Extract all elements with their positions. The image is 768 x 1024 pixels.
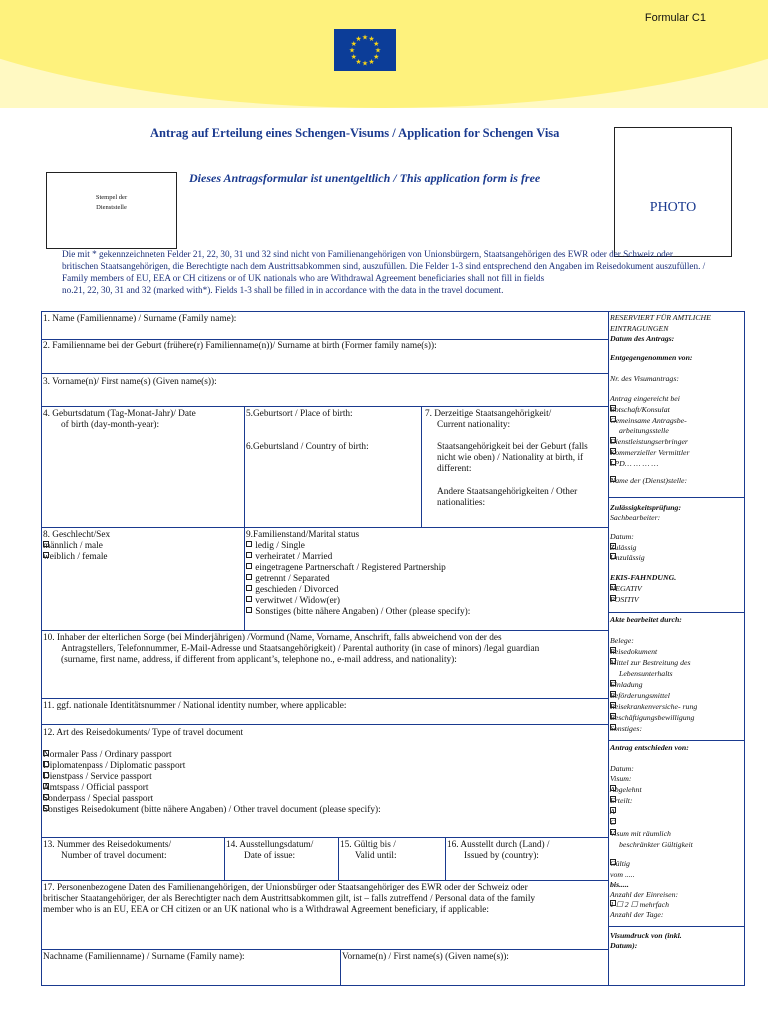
intro-line: no.21, 22, 30, 31 and 32 (marked with*). Fields 1-3 shall be filled in in accordance with the data in the travel document. xyxy=(62,285,504,295)
checkbox-icon xyxy=(610,900,616,906)
document-option[interactable]: Beschäftigungsbewilligung xyxy=(610,713,695,722)
checkbox-icon xyxy=(246,607,252,613)
submitted-option[interactable]: Gemeinsame Antragsbe- xyxy=(610,416,687,425)
submitted-at: Antrag eingereicht bei xyxy=(610,394,680,403)
photo-label: PHOTO xyxy=(649,200,697,215)
travel-doc-option[interactable]: Diplomatenpass / Diplomatic passport xyxy=(43,761,186,771)
document-option[interactable]: Sonstiges: xyxy=(610,724,643,733)
marital-option[interactable]: ledig / Single xyxy=(246,541,305,552)
travel-doc-option[interactable]: Sonstiges Reisedokument (bitte nähere Angaben) / Other travel document (please specify): xyxy=(43,805,381,815)
field-7-line: 7. Derzeitige Staatsangehörigkeit/ xyxy=(425,409,552,419)
admissibility-option[interactable]: Zulässig xyxy=(610,543,637,552)
clerk: Sachbearbeiter: xyxy=(610,513,661,522)
checkbox-icon xyxy=(610,818,616,824)
entries-options[interactable]: 1 ☐ 2 ☐ mehrfach xyxy=(610,900,670,909)
visa-printout: Visumdruck von (inkl. xyxy=(610,931,682,940)
ekis-option[interactable]: POSITIV xyxy=(610,595,639,604)
checkbox-icon xyxy=(610,553,616,559)
star-icon: ★ xyxy=(373,53,380,61)
visa-option[interactable]: Abgelehnt xyxy=(610,785,642,794)
visa-option[interactable]: C xyxy=(610,818,616,827)
admissibility-check: Zulässigkeitsprüfung: xyxy=(610,503,682,512)
field-7-line: Andere Staatsangehörigkeiten / Other xyxy=(437,487,578,497)
decided-by: Antrag entschieden von: xyxy=(610,743,689,752)
visa-printout: Datum): xyxy=(610,941,638,950)
checkbox-icon xyxy=(246,563,252,569)
travel-doc-option[interactable]: Dienstpass / Service passport xyxy=(43,772,152,782)
stamp-label-2: Dienststelle xyxy=(96,204,127,211)
checkbox-icon xyxy=(246,596,252,602)
checkbox-icon xyxy=(610,647,616,653)
checkbox-icon xyxy=(610,584,616,590)
star-icon: ★ xyxy=(350,53,357,61)
document-option[interactable]: Mittel zur Bestreitung des xyxy=(610,658,691,667)
checkbox-icon xyxy=(610,702,616,708)
checkbox-icon xyxy=(43,794,49,800)
field-17-line: member who is an EU, EEA or CH citizen or an UK national who is a Withdrawal Agreement beneficiary, if applicable: xyxy=(43,905,489,915)
checkbox-icon xyxy=(610,680,616,686)
valid-from: vom ..... xyxy=(610,870,635,879)
star-icon: ★ xyxy=(361,33,369,42)
field-14-label-en: Date of issue: xyxy=(244,851,296,861)
eu-flag-icon xyxy=(334,29,396,71)
checkbox-icon xyxy=(246,552,252,558)
star-icon: ★ xyxy=(368,35,375,44)
star-icon: ★ xyxy=(350,40,357,48)
checkbox-icon xyxy=(610,658,616,664)
field-6-country-of-birth[interactable]: 6.Geburtsland / Country of birth: xyxy=(246,442,369,452)
checkbox-icon xyxy=(43,761,49,767)
field-7-line: different: xyxy=(437,464,472,474)
received-by: Entgegengenommen von: xyxy=(610,353,693,362)
star-icon: ★ xyxy=(348,46,356,55)
form-code: Formular C1 xyxy=(644,12,706,24)
checkbox-icon xyxy=(610,543,616,549)
ekis-search: EKIS-FAHNDUNG. xyxy=(610,573,677,582)
field-11-national-id[interactable]: 11. ggf. nationale Identitätsnummer / National identity number, where applicable: xyxy=(43,701,347,711)
checkbox-icon xyxy=(43,750,49,756)
field-2-surname-at-birth[interactable]: 2. Familienname bei der Geburt (frühere(r) Familienname(n))/ Surname at birth (Former family name(s)): xyxy=(43,341,437,351)
field-17-first-name[interactable]: Vorname(n) / First name(s) (Given name(s)): xyxy=(342,952,509,962)
date-label-2: Datum: xyxy=(610,764,634,773)
submitted-option[interactable]: Botschaft/Konsulat xyxy=(610,405,670,414)
field-10-line: (surname, first name, address, if different from applicant’s, telephone no., e-mail address, and nationality): xyxy=(61,655,457,665)
travel-doc-option[interactable]: Normaler Pass / Ordinary passport xyxy=(43,750,172,760)
field-8-label: 8. Geschlecht/Sex xyxy=(43,530,111,540)
field-13-label: 13. Nummer des Reisedokuments/ xyxy=(43,840,172,850)
star-icon: ★ xyxy=(361,59,369,68)
checkbox-icon xyxy=(43,805,49,811)
field-17-line: 17. Personenbezogene Daten des Familienangehörigen, der Unionsbürger oder Staatsangehöriger des EWR oder der Schweiz oder xyxy=(43,883,528,893)
number-of-entries: Anzahl der Einreisen: xyxy=(610,890,679,899)
document-option[interactable]: Reisekrankenversiche- rung xyxy=(610,702,698,711)
field-7-line: nationalities: xyxy=(437,498,486,508)
marital-option[interactable]: getrennt / Separated xyxy=(246,574,330,585)
field-7-line: nicht wie oben) / Nationality at birth, if xyxy=(437,453,584,463)
field-4-label-en: of birth (day-month-year): xyxy=(61,420,160,430)
visa-option[interactable]: Gültig xyxy=(610,859,630,868)
date-of-application: Datum des Antrags: xyxy=(610,334,675,343)
documents-label: Belege: xyxy=(610,636,634,645)
visa-option[interactable]: Erteilt: xyxy=(610,796,633,805)
valid-to: bis..... xyxy=(610,880,629,889)
checkbox-icon xyxy=(246,585,252,591)
number-of-days: Anzahl der Tage: xyxy=(610,910,664,919)
document-option[interactable]: Beförderungsmittel xyxy=(610,691,670,700)
document-option-cont: Lebensunterhalts xyxy=(619,669,673,678)
checkbox-icon xyxy=(43,552,49,558)
ekis-option[interactable]: NEGATIV xyxy=(610,584,642,593)
admissibility-option[interactable]: Unzulässig xyxy=(610,553,645,562)
sex-option-male[interactable]: männlich / male xyxy=(43,541,103,551)
field-15-label: 15. Gültig bis / xyxy=(340,840,396,850)
field-16-label: 16. Ausstellt durch (Land) / xyxy=(447,840,550,850)
sex-option-female[interactable]: weiblich / female xyxy=(43,552,108,562)
checkbox-icon xyxy=(43,783,49,789)
checkbox-icon xyxy=(43,541,49,547)
photo-box[interactable] xyxy=(614,127,732,257)
field-10-line: 10. Inhaber der elterlichen Sorge (bei Minderjährigen) /Vormund (Name, Vorname, Anschrift, falls abweichend von der des xyxy=(43,633,502,643)
checkbox-icon xyxy=(610,829,616,835)
checkbox-icon xyxy=(610,405,616,411)
field-17-surname[interactable]: Nachname (Familienname) / Surname (Family name): xyxy=(43,952,245,962)
checkbox-icon xyxy=(610,595,616,601)
submitted-option[interactable]: Kommerzieller Vermittler xyxy=(610,448,690,457)
field-10-line: Antragstellers, Telefonnummer, E-Mail-Adresse und Staatsangehörigkeit) / Parental authority (in case of minors) /legal guardian xyxy=(61,644,540,654)
travel-doc-option[interactable]: Amtspass / Official passport xyxy=(43,783,149,793)
checkbox-icon xyxy=(610,807,616,813)
visa-application-number: Nr. des Visumantrags: xyxy=(610,374,679,383)
checkbox-icon xyxy=(610,724,616,730)
field-1-surname[interactable]: 1. Name (Familienname) / Surname (Family name): xyxy=(43,314,237,324)
checkbox-icon xyxy=(610,713,616,719)
field-12-label: 12. Art des Reisedokuments/ Type of travel document xyxy=(43,728,244,738)
visa-option[interactable]: A xyxy=(610,807,615,816)
marital-option[interactable]: verwitwet / Widow(er) xyxy=(246,596,340,607)
checkbox-icon xyxy=(610,796,616,802)
marital-option[interactable]: eingetragene Partnerschaft / Registered Partnership xyxy=(246,563,446,574)
checkbox-icon xyxy=(610,416,616,422)
intro-line: Die mit * gekennzeichneten Felder 21, 22, 30, 31 und 32 sind nicht von Familienangehörigen von Unionsbürgern, Staatsangehörigen des EWR oder der Schweiz oder xyxy=(62,249,673,259)
form-subtitle: Dieses Antragsformular ist unentgeltlich / This application form is free xyxy=(189,171,541,185)
document-option[interactable]: Reisedokument xyxy=(610,647,658,656)
checkbox-icon xyxy=(610,691,616,697)
checkbox-icon xyxy=(610,459,616,465)
reserved-label: EINTRAGUNGEN xyxy=(610,324,669,333)
marital-option[interactable]: Sonstiges (bitte nähere Angaben) / Other (please specify): xyxy=(246,607,470,618)
submitted-option[interactable]: Name der (Dienst)stelle: xyxy=(610,476,688,485)
intro-note xyxy=(62,248,766,296)
star-icon: ★ xyxy=(374,46,382,55)
travel-doc-option[interactable]: Sonderpass / Special passport xyxy=(43,794,154,804)
file-handled-by: Akte bearbeitet durch: xyxy=(610,615,682,624)
submitted-option-cont: arbeitungsstelle xyxy=(619,426,669,435)
field-9-label: 9.Familienstand/Marital status xyxy=(246,530,360,540)
field-5-place-of-birth[interactable]: 5.Geburtsort / Place of birth: xyxy=(246,409,353,419)
star-icon: ★ xyxy=(368,57,375,66)
field-16-label-en: Issued by (country): xyxy=(464,851,539,861)
intro-line: britischen Staatsangehörigen, die Berechtigte nach dem Austrittsabkommen sind, auszufüllen. Die Felder 1-3 sind entsprechend den Angaben im Reisedokument auszufüllen. / xyxy=(62,261,706,271)
reserved-label: RESERVIERT FÜR AMTLICHE xyxy=(610,313,711,322)
visa-label: Visum: xyxy=(610,774,632,783)
form-title: Antrag auf Erteilung eines Schengen-Visums / Application for Schengen Visa xyxy=(150,126,560,140)
submitted-option[interactable]: Dienstleistungserbringer xyxy=(610,437,688,446)
stamp-label-1: Stempel der xyxy=(95,194,128,201)
field-3-first-names[interactable]: 3. Vorname(n)/ First name(s) (Given name(s)): xyxy=(43,377,217,387)
checkbox-icon xyxy=(610,859,616,865)
star-icon: ★ xyxy=(373,40,380,48)
field-14-label: 14. Ausstellungsdatum/ xyxy=(226,840,314,850)
field-13-label-en: Number of travel document: xyxy=(61,851,167,861)
document-option[interactable]: Einladung xyxy=(610,680,643,689)
visa-option[interactable]: Visum mit räumlich xyxy=(610,829,671,838)
field-4-label: 4. Geburtsdatum (Tag-Monat-Jahr)/ Date xyxy=(43,409,196,419)
star-icon: ★ xyxy=(355,35,362,44)
checkbox-icon xyxy=(610,437,616,443)
marital-option[interactable]: verheiratet / Married xyxy=(246,552,332,563)
marital-option[interactable]: geschieden / Divorced xyxy=(246,585,338,596)
intro-line: Family members of EU, EEA or CH citizens or of UK nationals who are Withdrawal Agreement beneficiaries shall not fill in fields xyxy=(62,273,545,283)
checkbox-icon xyxy=(43,772,49,778)
date-label: Datum: xyxy=(610,532,634,541)
submitted-option[interactable]: LPD… … … … xyxy=(610,459,659,468)
checkbox-icon xyxy=(610,448,616,454)
field-17-line: britischer Staatangehöriger, der als Berechtigter nach dem Austrittsabkommen gilt, ist – falls zutreffend / Personal data of the family xyxy=(43,894,536,904)
stamp-box xyxy=(46,172,177,249)
field-15-label-en: Valid until: xyxy=(355,851,397,861)
checkbox-icon xyxy=(610,785,616,791)
field-7-line: Staatsangehörigkeit bei der Geburt (falls xyxy=(437,442,588,452)
star-icon: ★ xyxy=(355,57,362,66)
checkbox-icon xyxy=(246,541,252,547)
checkbox-icon xyxy=(610,476,616,482)
checkbox-icon xyxy=(246,574,252,580)
visa-option-cont: beschränkter Gültigkeit xyxy=(619,840,693,849)
field-7-line: Current nationality: xyxy=(437,420,511,430)
